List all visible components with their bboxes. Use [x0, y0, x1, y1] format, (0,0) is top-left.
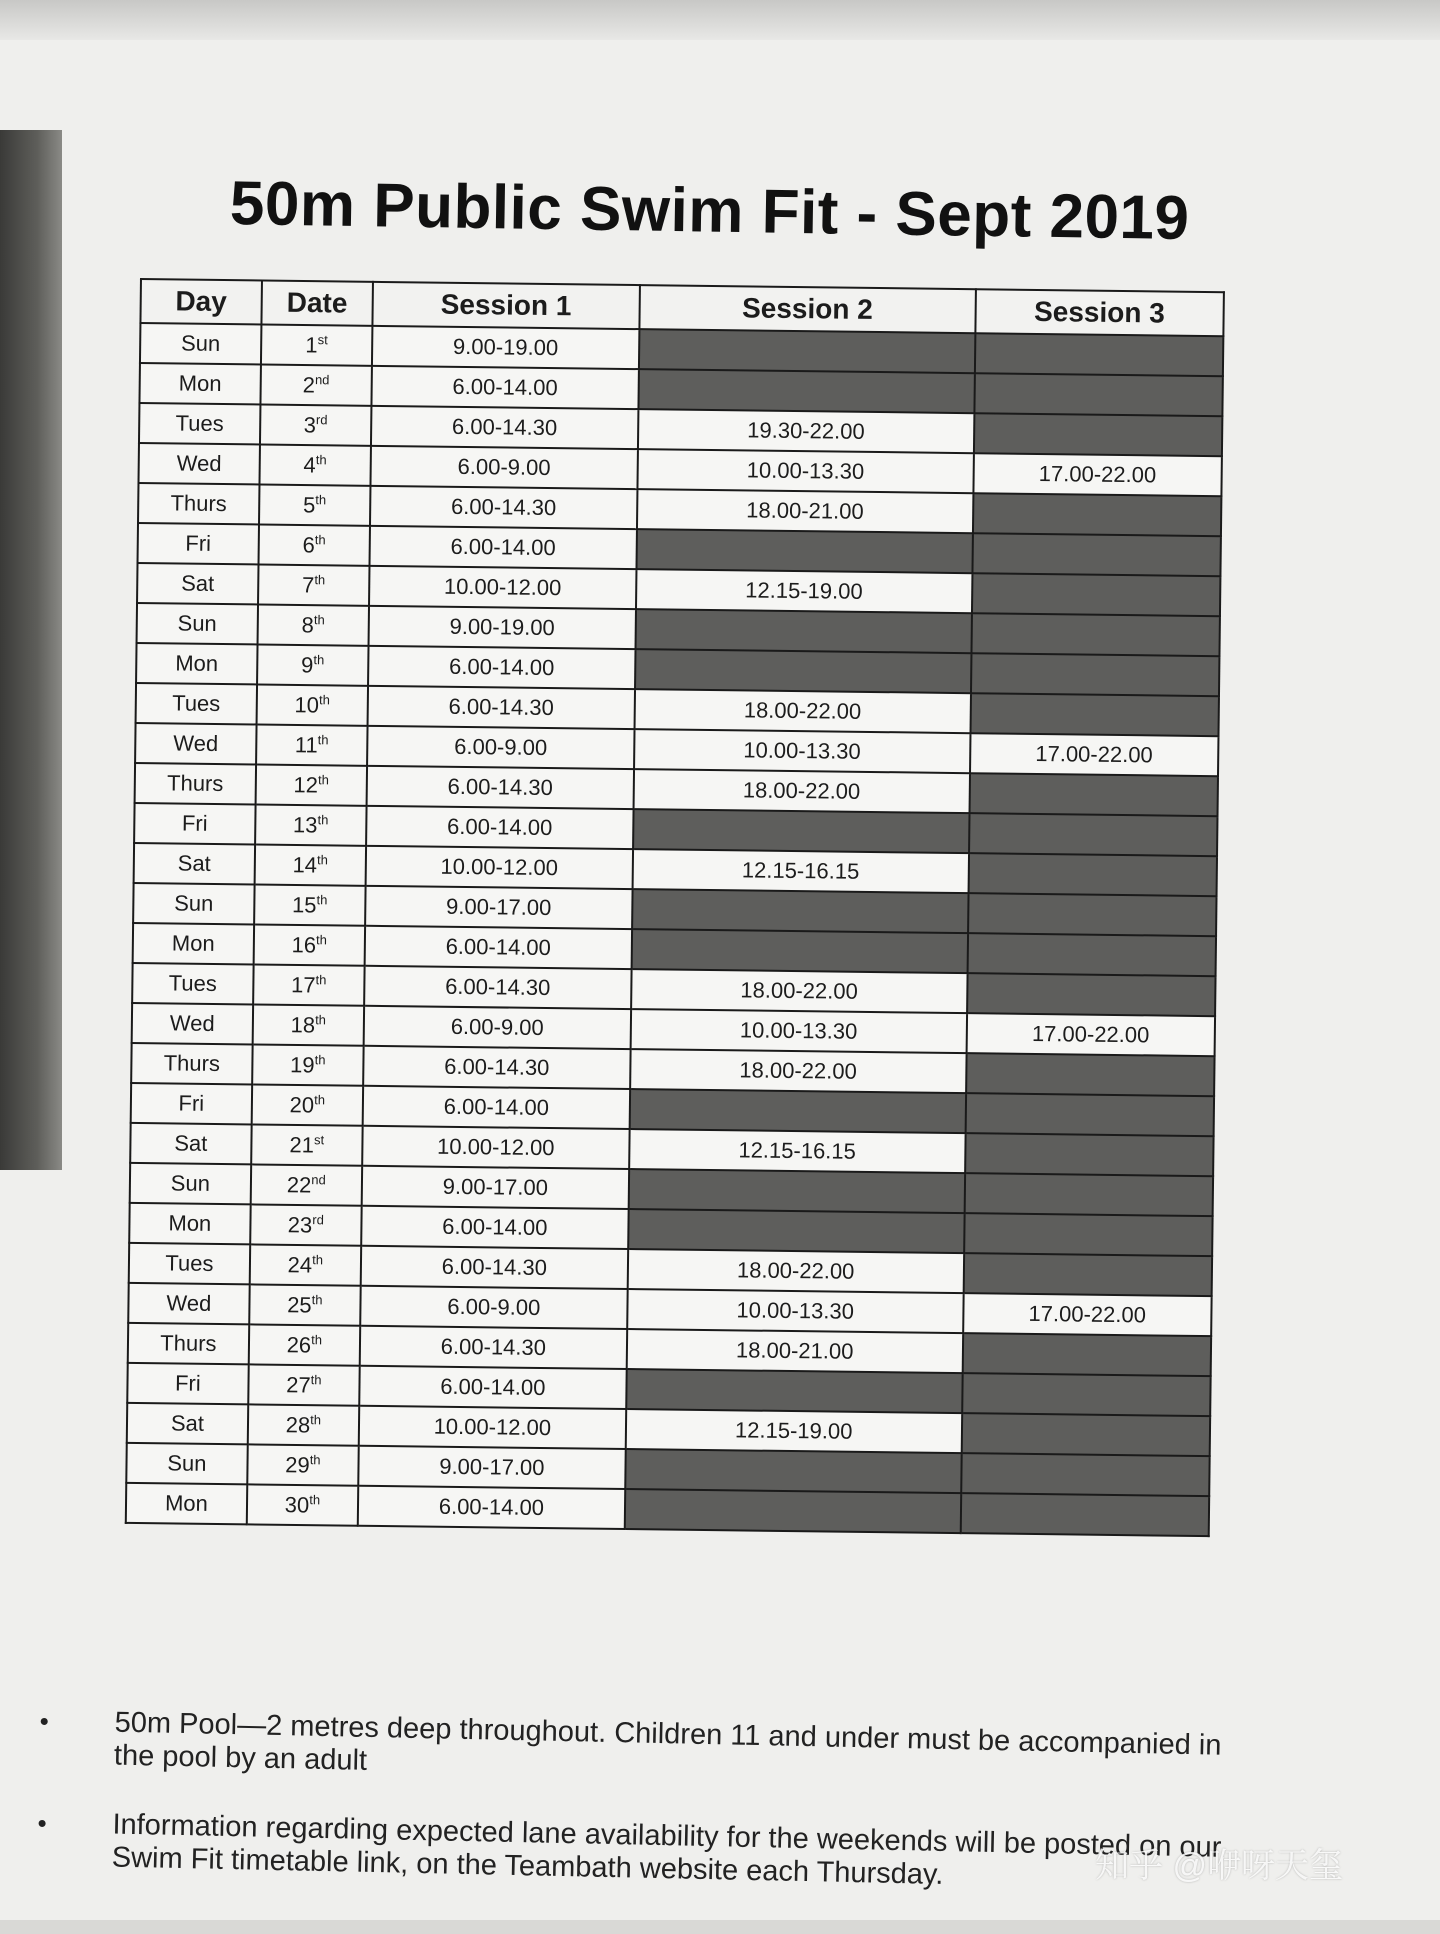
cell-session-2: 18.00-22.00	[634, 689, 970, 733]
cell-session-1: 6.00-14.30	[367, 686, 634, 729]
cell-day: Wed	[138, 443, 259, 484]
cell-day: Fri	[131, 1083, 252, 1124]
cell-session-1: 6.00-14.30	[363, 1046, 630, 1089]
cell-session-2: 18.00-21.00	[637, 489, 973, 533]
date-suffix: th	[311, 1331, 323, 1348]
date-suffix: th	[310, 1371, 322, 1388]
date-suffix: th	[314, 1092, 326, 1108]
cell-session-3	[968, 893, 1217, 936]
cell-session-2	[639, 329, 975, 373]
note-item	[39, 1705, 1240, 1796]
date-suffix: th	[312, 1252, 324, 1268]
cell-session-1: 10.00-12.00	[359, 1406, 626, 1449]
watermark: 知乎 @咿呀天玺	[1095, 1847, 1343, 1885]
cell-session-3	[961, 1453, 1210, 1496]
cell-session-3	[968, 853, 1217, 896]
date-number: 27	[286, 1372, 311, 1398]
date-number: 15	[291, 892, 317, 918]
cell-session-3	[972, 533, 1221, 576]
cell-session-3	[970, 693, 1219, 736]
cell-session-1: 6.00-14.00	[369, 526, 636, 569]
date-number: 14	[292, 852, 318, 878]
cell-date	[250, 1244, 362, 1285]
cell-session-2: 10.00-13.30	[631, 1009, 967, 1053]
cell-day: Thurs	[135, 763, 256, 804]
cell-session-3	[960, 1493, 1209, 1536]
date-number: 1	[305, 332, 318, 358]
date-suffix: th	[313, 611, 325, 628]
cell-session-2	[625, 1449, 961, 1493]
cell-day: Fri	[134, 803, 255, 844]
date-number: 7	[301, 572, 315, 598]
date-suffix: th	[316, 892, 328, 908]
note-text: 50m Pool—2 metres deep throughout. Children 11 and under must be accompanied in the pool by an adult	[113, 1706, 1222, 1777]
cell-session-1: 6.00-14.00	[371, 366, 638, 409]
cell-session-3	[969, 773, 1218, 816]
date-number: 22	[286, 1172, 312, 1198]
date-suffix: th	[309, 1491, 321, 1508]
cell-date	[259, 444, 371, 485]
cell-session-2	[626, 1369, 962, 1413]
cell-session-2	[628, 1209, 964, 1253]
cell-session-3	[966, 1053, 1215, 1096]
cell-session-3	[967, 973, 1216, 1016]
date-number: 8	[301, 612, 314, 638]
cell-session-2: 19.30-22.00	[638, 409, 974, 453]
cell-session-1: 6.00-14.00	[366, 806, 633, 849]
cell-date	[258, 524, 370, 565]
cell-session-3: 17.00-22.00	[963, 1293, 1212, 1336]
cell-session-2: 18.00-21.00	[627, 1329, 963, 1373]
cell-session-3	[975, 333, 1224, 376]
timetable	[125, 278, 1225, 1537]
cell-session-1: 6.00-9.00	[370, 446, 637, 489]
cell-session-3: 17.00-22.00	[970, 733, 1219, 776]
date-suffix: th	[309, 1451, 321, 1468]
date-number: 24	[287, 1252, 313, 1278]
cell-day: Sun	[140, 323, 261, 364]
cell-session-2: 12.15-19.00	[626, 1409, 962, 1453]
cell-session-2: 12.15-16.15	[629, 1129, 965, 1173]
cell-session-2	[625, 1489, 961, 1533]
date-number: 2	[302, 372, 316, 398]
date-suffix: th	[314, 571, 326, 588]
date-suffix: th	[315, 451, 327, 468]
timetable-body	[126, 323, 1224, 1536]
cell-session-3	[973, 493, 1222, 536]
bullet-icon: •	[37, 1807, 47, 1839]
cell-date	[247, 1444, 359, 1485]
cell-session-2	[635, 609, 971, 653]
cell-session-2: 18.00-22.00	[628, 1249, 964, 1293]
cell-session-3	[963, 1253, 1212, 1296]
cell-session-1: 9.00-17.00	[365, 886, 632, 929]
date-suffix: th	[315, 491, 327, 508]
date-number: 9	[300, 652, 314, 678]
note-item	[36, 1807, 1237, 1898]
cell-session-3	[965, 1093, 1214, 1136]
date-number: 16	[291, 932, 317, 958]
date-number: 25	[287, 1292, 312, 1318]
date-suffix: th	[315, 972, 327, 988]
date-number: 28	[285, 1412, 311, 1438]
cell-session-1: 6.00-14.00	[365, 926, 632, 969]
cell-date	[257, 604, 369, 645]
cell-date	[254, 844, 366, 885]
date-suffix: th	[314, 531, 326, 548]
cell-session-2: 18.00-22.00	[631, 969, 967, 1013]
cell-session-2: 18.00-22.00	[630, 1049, 966, 1093]
cell-day: Sat	[130, 1123, 251, 1164]
cell-day: Tues	[136, 683, 257, 724]
cell-date	[255, 804, 367, 845]
date-number: 30	[284, 1492, 310, 1518]
cell-date	[249, 1324, 361, 1365]
cell-session-2: 18.00-22.00	[633, 769, 969, 813]
cell-day: Mon	[129, 1203, 250, 1244]
cell-session-1: 10.00-12.00	[369, 566, 636, 609]
cell-session-2	[632, 929, 968, 973]
cell-day: Sat	[134, 843, 255, 884]
cell-day: Fri	[138, 523, 259, 564]
cell-date	[256, 684, 368, 725]
date-number: 19	[289, 1052, 315, 1078]
cell-session-2: 12.15-16.15	[632, 849, 968, 893]
cell-date	[251, 1164, 363, 1205]
cell-session-2	[636, 529, 972, 573]
cell-date	[253, 964, 365, 1005]
notes-list	[36, 1705, 1240, 1934]
cell-session-1: 6.00-9.00	[367, 726, 634, 769]
cell-session-3	[971, 613, 1220, 656]
date-suffix: rd	[315, 411, 328, 428]
date-number: 26	[286, 1332, 312, 1358]
date-number: 13	[292, 812, 318, 838]
cell-session-3	[964, 1213, 1213, 1256]
cell-date	[260, 404, 372, 445]
cell-date	[257, 644, 369, 685]
cell-day: Sun	[130, 1163, 251, 1204]
cell-day: Mon	[136, 643, 257, 684]
cell-session-1: 6.00-14.30	[361, 1246, 628, 1289]
cell-session-1: 6.00-14.30	[360, 1326, 627, 1369]
cell-session-1: 6.00-14.30	[366, 766, 633, 809]
date-number: 10	[294, 692, 320, 718]
date-suffix: th	[311, 1292, 323, 1308]
date-suffix: st	[313, 1132, 325, 1148]
cell-session-1: 6.00-14.00	[358, 1486, 625, 1529]
cell-session-3	[969, 813, 1218, 856]
cell-date	[258, 564, 370, 605]
date-suffix: th	[314, 1052, 326, 1068]
cell-day: Sat	[137, 563, 258, 604]
date-suffix: st	[317, 332, 328, 348]
cell-session-3: 17.00-22.00	[966, 1013, 1215, 1056]
cell-date	[248, 1364, 360, 1405]
date-suffix: nd	[314, 371, 330, 388]
cell-session-2: 12.15-19.00	[636, 569, 972, 613]
date-suffix: th	[317, 812, 329, 828]
date-suffix: th	[310, 1411, 322, 1428]
cell-session-1: 6.00-14.30	[371, 406, 638, 449]
cell-day: Tues	[132, 963, 253, 1004]
cell-session-1: 6.00-14.00	[359, 1366, 626, 1409]
date-suffix: th	[317, 772, 329, 788]
cell-session-3	[974, 373, 1223, 416]
cell-date	[260, 364, 372, 405]
cell-day: Wed	[132, 1003, 253, 1044]
cell-day: Wed	[128, 1283, 249, 1324]
frame-top-edge	[0, 0, 1440, 40]
cell-date	[259, 484, 371, 525]
cell-session-2	[638, 369, 974, 413]
cell-day: Wed	[135, 723, 256, 764]
cell-session-3	[965, 1133, 1214, 1176]
cell-day: Sat	[127, 1403, 248, 1444]
cell-date	[253, 924, 365, 965]
cell-date	[252, 1044, 364, 1085]
cell-session-1: 6.00-14.00	[363, 1086, 630, 1129]
cell-date	[261, 324, 373, 365]
cell-date	[252, 1004, 364, 1045]
cell-session-3	[964, 1173, 1213, 1216]
cell-date	[255, 764, 367, 805]
bullet-icon: •	[39, 1705, 50, 1737]
cell-session-2	[629, 1169, 965, 1213]
cell-session-1: 9.00-17.00	[362, 1166, 629, 1209]
cell-session-1: 6.00-14.00	[368, 646, 635, 689]
cell-session-1: 10.00-12.00	[362, 1126, 629, 1169]
cell-day: Mon	[139, 363, 260, 404]
cell-session-2	[630, 1089, 966, 1133]
date-number: 20	[289, 1092, 315, 1118]
cell-session-1: 6.00-14.30	[364, 966, 631, 1009]
date-suffix: th	[317, 732, 329, 748]
cell-day: Tues	[129, 1243, 250, 1284]
cell-day: Sun	[137, 603, 258, 644]
cell-date	[251, 1084, 363, 1125]
cell-session-3	[962, 1333, 1211, 1376]
cell-day: Sun	[126, 1443, 247, 1484]
date-suffix: nd	[311, 1171, 326, 1188]
cell-session-3	[972, 573, 1221, 616]
cell-session-2: 10.00-13.30	[637, 449, 973, 493]
cell-session-3	[971, 653, 1220, 696]
date-number: 21	[289, 1132, 315, 1158]
cell-day: Thurs	[138, 483, 259, 524]
note-text: Information regarding expected lane availability for the weekends will be posted on our Swim Fit timetable link, on the Teambath website each Thursday.	[111, 1808, 1222, 1891]
date-suffix: th	[316, 932, 328, 948]
cell-date	[256, 724, 368, 765]
date-number: 17	[290, 972, 316, 998]
header-session-3: Session 3	[975, 289, 1224, 336]
header-session-2: Session 2	[639, 285, 975, 333]
date-number: 6	[302, 532, 315, 558]
cell-session-1: 9.00-19.00	[372, 326, 639, 369]
cell-session-2	[633, 809, 969, 853]
date-suffix: th	[313, 651, 325, 668]
cell-day: Thurs	[128, 1323, 249, 1364]
cell-session-3	[962, 1373, 1211, 1416]
cell-date	[248, 1404, 360, 1445]
date-number: 3	[303, 412, 317, 438]
page-title: 50m Public Swim Fit - Sept 2019	[229, 169, 1191, 254]
date-suffix: th	[318, 692, 330, 708]
cell-day: Thurs	[131, 1043, 252, 1084]
cell-date	[249, 1284, 361, 1325]
cell-session-2	[632, 889, 968, 933]
date-number: 5	[302, 492, 316, 518]
date-suffix: th	[316, 852, 329, 868]
cell-session-1: 9.00-19.00	[368, 606, 635, 649]
cell-day: Mon	[133, 923, 254, 964]
cell-session-3	[967, 933, 1216, 976]
cell-session-1: 6.00-14.30	[370, 486, 637, 529]
cell-date	[251, 1124, 363, 1165]
cell-session-2: 10.00-13.30	[634, 729, 970, 773]
cell-day: Sun	[133, 883, 254, 924]
date-number: 4	[303, 452, 316, 478]
cell-session-3	[974, 413, 1223, 456]
cell-session-1: 6.00-9.00	[360, 1286, 627, 1329]
cell-session-3: 17.00-22.00	[973, 453, 1222, 496]
cell-session-1: 9.00-17.00	[358, 1446, 625, 1489]
cell-date	[250, 1204, 362, 1245]
date-suffix: th	[315, 1012, 327, 1028]
cell-day: Mon	[126, 1483, 247, 1524]
date-number: 29	[285, 1452, 310, 1478]
cell-session-3	[961, 1413, 1210, 1456]
date-suffix: rd	[312, 1212, 324, 1228]
header-session-1: Session 1	[372, 282, 640, 329]
date-number: 12	[293, 772, 319, 798]
cell-date	[247, 1484, 359, 1525]
date-number: 23	[287, 1212, 313, 1238]
cell-session-1: 10.00-12.00	[365, 846, 632, 889]
cell-session-2: 10.00-13.30	[627, 1289, 963, 1333]
header-date: Date	[261, 280, 373, 325]
cell-session-1: 6.00-9.00	[364, 1006, 631, 1049]
cell-day: Tues	[139, 403, 260, 444]
header-day: Day	[140, 279, 261, 324]
adjacent-poster-edge	[0, 130, 62, 1170]
date-number: 18	[290, 1012, 316, 1038]
date-number: 11	[294, 732, 318, 758]
cell-session-1: 6.00-14.00	[361, 1206, 628, 1249]
cell-day: Fri	[127, 1363, 248, 1404]
cell-session-2	[635, 649, 971, 693]
cell-date	[254, 884, 366, 925]
